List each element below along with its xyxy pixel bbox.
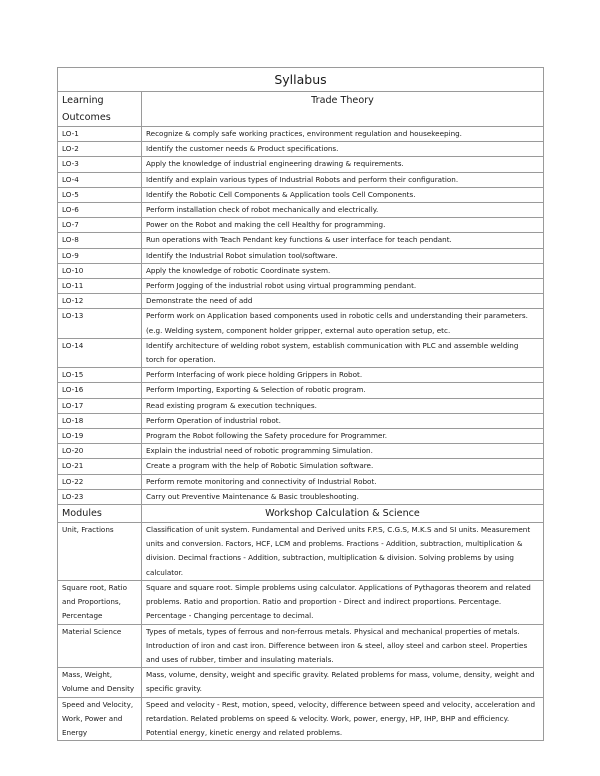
module-name: Unit, Fractions — [58, 523, 142, 581]
learning-outcome-row — [58, 368, 544, 383]
module-row — [58, 668, 544, 697]
outcome-id: LO-13 — [58, 309, 142, 338]
outcome-id: LO-21 — [58, 459, 142, 474]
learning-outcome-row — [58, 233, 544, 248]
learning-outcome-row — [58, 474, 544, 489]
outcome-id: LO-9 — [58, 248, 142, 263]
outcome-text: Perform installation check of robot mechanically and electrically. — [142, 203, 544, 218]
learning-outcome-row — [58, 203, 544, 218]
module-content: Speed and velocity - Rest, motion, speed, velocity, difference between speed and velocity, acceleration and retardation. Related problems on speed & velocity. Work, power, energy, HP, IHP, BHP and efficiency. Potential energy, kinetic energy and related problems. — [142, 697, 544, 741]
learning-outcomes-header: Learning Outcomes — [58, 92, 142, 127]
module-row — [58, 697, 544, 741]
outcome-id: LO-16 — [58, 383, 142, 398]
learning-outcome-row — [58, 309, 544, 338]
module-name: Material Science — [58, 624, 142, 668]
learning-outcome-row — [58, 279, 544, 294]
module-name: Square root, Ratio and Proportions, Percentage — [58, 580, 142, 624]
learning-outcome-row — [58, 157, 544, 172]
learning-outcome-row — [58, 429, 544, 444]
outcome-text: Power on the Robot and making the cell Healthy for programming. — [142, 218, 544, 233]
module-name: Mass, Weight, Volume and Density — [58, 668, 142, 697]
trade-theory-header: Trade Theory — [142, 92, 544, 127]
workshop-calculation-header: Workshop Calculation & Science — [142, 505, 544, 523]
outcome-text: Explain the industrial need of robotic programming Simulation. — [142, 444, 544, 459]
outcome-text: Run operations with Teach Pendant key functions & user interface for teach pendant. — [142, 233, 544, 248]
outcome-text: Recognize & comply safe working practices, environment regulation and housekeeping. — [142, 127, 544, 142]
outcome-text: Identify and explain various types of Industrial Robots and perform their configuration. — [142, 172, 544, 187]
module-content: Classification of unit system. Fundamental and Derived units F.P.S, C.G.S, M.K.S and SI units. Measurement units and conversion. Factors, HCF, LCM and problems. Fractions - Addition, subtraction, multiplication & division. Decimal fractions - Addition, subtraction, multiplication & division. Solving problems by using calculator. — [142, 523, 544, 581]
outcome-id: LO-4 — [58, 172, 142, 187]
learning-outcome-row — [58, 142, 544, 157]
outcome-id: LO-10 — [58, 263, 142, 278]
learning-outcome-row — [58, 444, 544, 459]
outcome-text: Identify the Robotic Cell Components & Application tools Cell Components. — [142, 187, 544, 202]
outcome-text: Perform Jogging of the industrial robot using virtual programming pendant. — [142, 279, 544, 294]
learning-outcome-row — [58, 294, 544, 309]
outcome-id: LO-7 — [58, 218, 142, 233]
syllabus-table — [57, 67, 544, 741]
workshop-header-row — [58, 505, 544, 523]
outcome-text: Identify the customer needs & Product specifications. — [142, 142, 544, 157]
module-row — [58, 580, 544, 624]
outcome-id: LO-19 — [58, 429, 142, 444]
learning-outcome-row — [58, 413, 544, 428]
learning-outcome-row — [58, 187, 544, 202]
outcome-id: LO-15 — [58, 368, 142, 383]
outcome-text: Perform Interfacing of work piece holding Grippers in Robot. — [142, 368, 544, 383]
outcome-text: Demonstrate the need of add — [142, 294, 544, 309]
outcome-id: LO-18 — [58, 413, 142, 428]
learning-outcome-row — [58, 489, 544, 504]
outcome-text: Perform Importing, Exporting & Selection of robotic program. — [142, 383, 544, 398]
module-name: Speed and Velocity, Work, Power and Energy — [58, 697, 142, 741]
learning-outcome-row — [58, 172, 544, 187]
outcome-text: Perform remote monitoring and connectivity of Industrial Robot. — [142, 474, 544, 489]
outcome-id: LO-17 — [58, 398, 142, 413]
outcome-text: Perform work on Application based components used in robotic cells and understanding their parameters. (e.g. Welding system, component holder gripper, external auto operation setup, etc. — [142, 309, 544, 338]
module-content: Mass, volume, density, weight and specific gravity. Related problems for mass, volume, density, weight and specific gravity. — [142, 668, 544, 697]
outcome-id: LO-12 — [58, 294, 142, 309]
outcome-text: Program the Robot following the Safety procedure for Programmer. — [142, 429, 544, 444]
outcome-text: Apply the knowledge of robotic Coordinate system. — [142, 263, 544, 278]
outcome-id: LO-23 — [58, 489, 142, 504]
outcome-id: LO-22 — [58, 474, 142, 489]
module-content: Types of metals, types of ferrous and non-ferrous metals. Physical and mechanical properties of metals. Introduction of iron and cast iron. Difference between iron & steel, alloy steel and carbon steel. Properties and uses of rubber, timber and insulating materials. — [142, 624, 544, 668]
learning-outcome-row — [58, 218, 544, 233]
outcome-text: Identify architecture of welding robot system, establish communication with PLC and assemble welding torch for operation. — [142, 338, 544, 367]
learning-outcome-row — [58, 383, 544, 398]
outcome-id: LO-3 — [58, 157, 142, 172]
modules-header: Modules — [58, 505, 142, 523]
learning-outcome-row — [58, 248, 544, 263]
title-row — [58, 68, 544, 92]
learning-outcome-row — [58, 459, 544, 474]
outcome-text: Identify the Industrial Robot simulation tool/software. — [142, 248, 544, 263]
learning-outcome-row — [58, 263, 544, 278]
learning-outcome-row — [58, 338, 544, 367]
outcome-text: Apply the knowledge of industrial engineering drawing & requirements. — [142, 157, 544, 172]
outcome-id: LO-20 — [58, 444, 142, 459]
outcome-text: Create a program with the help of Robotic Simulation software. — [142, 459, 544, 474]
outcome-id: LO-11 — [58, 279, 142, 294]
module-content: Square and square root. Simple problems using calculator. Applications of Pythagoras theorem and related problems. Ratio and proportion. Ratio and proportion - Direct and indirect proportions. Percentage. Percentage - Changing percentage to decimal. — [142, 580, 544, 624]
outcome-text: Carry out Preventive Maintenance & Basic troubleshooting. — [142, 489, 544, 504]
outcome-id: LO-2 — [58, 142, 142, 157]
trade-theory-header-row — [58, 92, 544, 127]
outcome-text: Read existing program & execution techniques. — [142, 398, 544, 413]
outcome-id: LO-1 — [58, 127, 142, 142]
outcome-id: LO-6 — [58, 203, 142, 218]
module-row — [58, 624, 544, 668]
syllabus-title: Syllabus — [58, 68, 544, 92]
learning-outcome-row — [58, 127, 544, 142]
outcome-id: LO-5 — [58, 187, 142, 202]
outcome-id: LO-8 — [58, 233, 142, 248]
outcome-id: LO-14 — [58, 338, 142, 367]
module-row — [58, 523, 544, 581]
learning-outcome-row — [58, 398, 544, 413]
outcome-text: Perform Operation of industrial robot. — [142, 413, 544, 428]
